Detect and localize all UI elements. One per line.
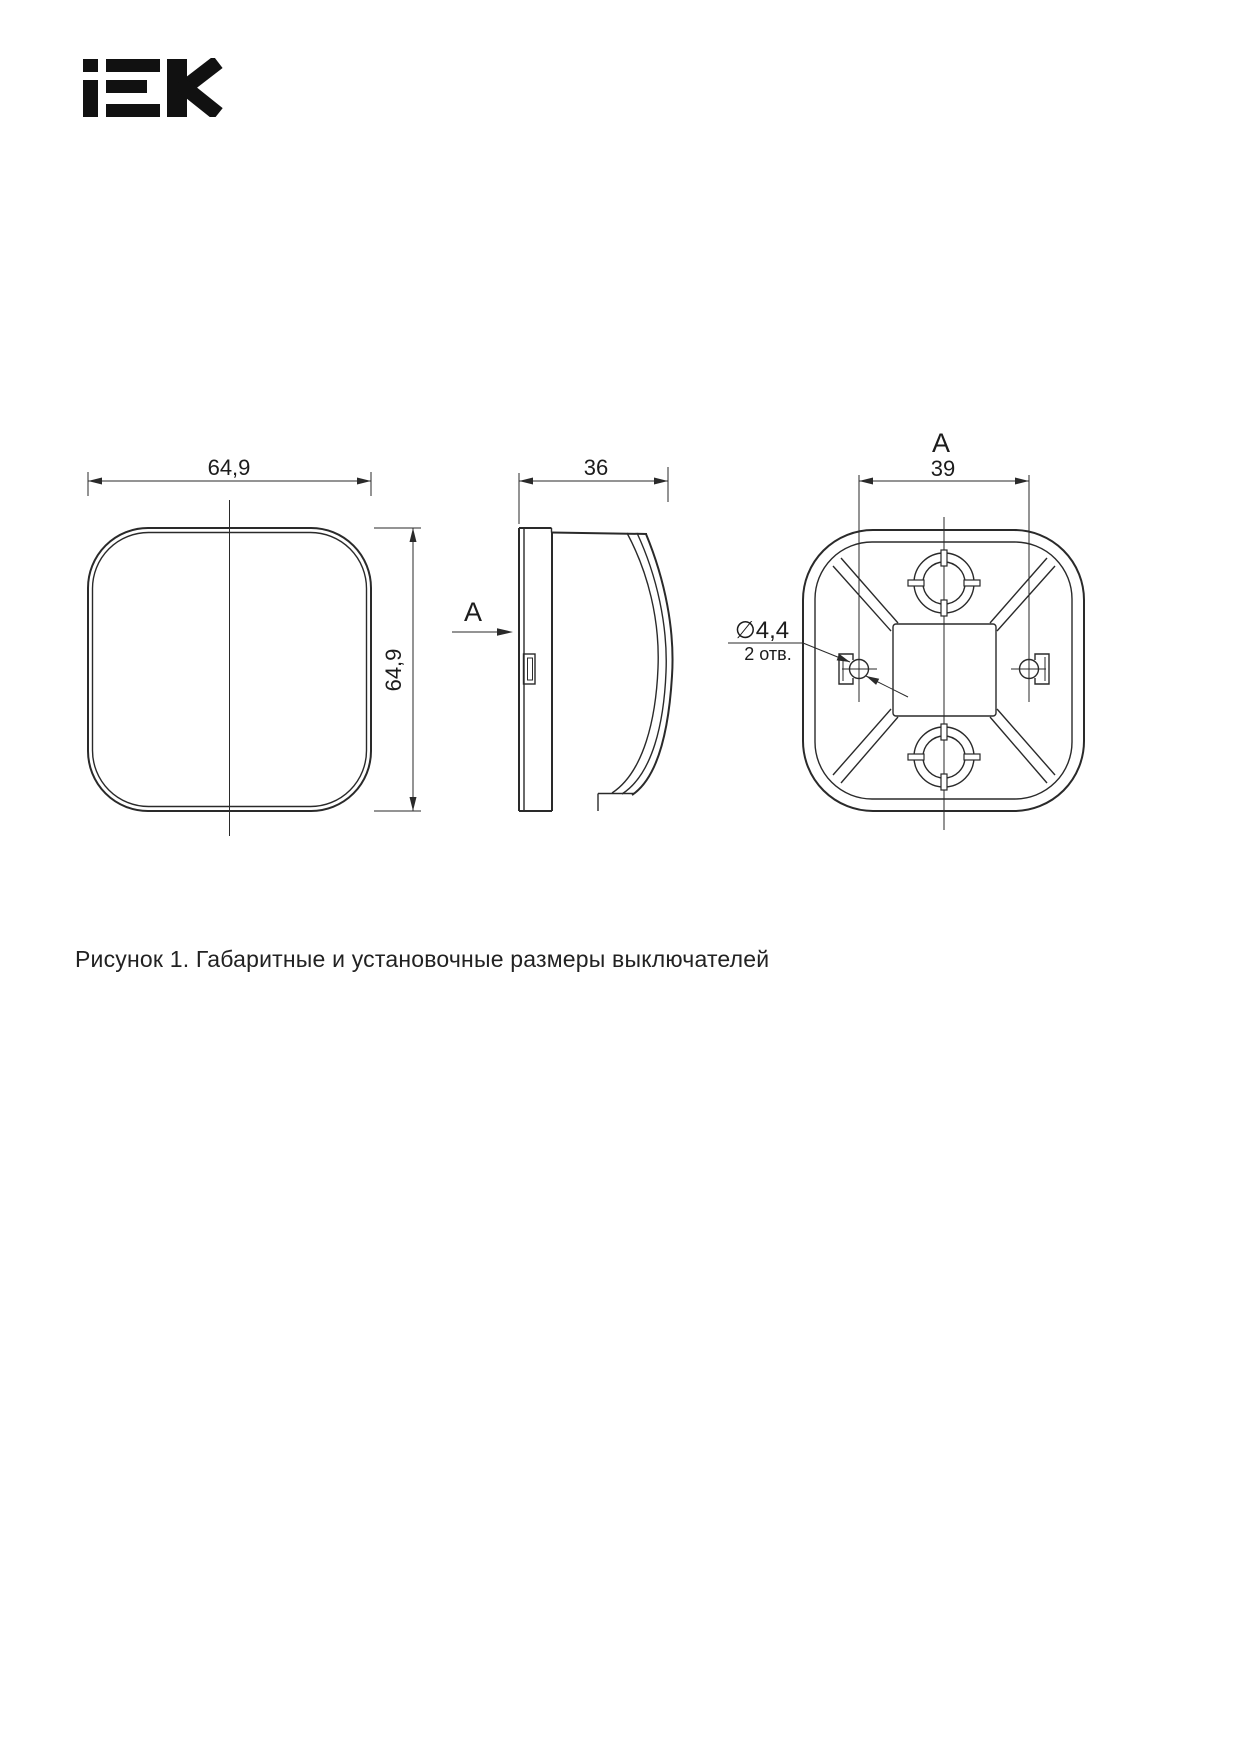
iek-logo <box>82 58 227 117</box>
view-direction-arrow <box>452 597 513 636</box>
rear-view-label: A <box>931 428 951 458</box>
rear-view <box>728 428 1084 830</box>
front-view <box>88 455 421 836</box>
logo-letter-i <box>83 59 98 117</box>
hole-diameter-value: ∅4,4 <box>734 617 790 644</box>
side-depth-dimension <box>519 455 668 524</box>
figure-caption: Рисунок 1. Габаритные и установочные размеры выключателей <box>75 946 770 972</box>
front-height-dimension <box>374 528 421 811</box>
rear-hole-spacing-value: 39 <box>930 456 956 481</box>
hole-diameter-callout <box>728 617 908 697</box>
side-fixing-lug <box>524 654 536 684</box>
side-frame <box>552 533 673 812</box>
side-view <box>452 455 673 811</box>
side-depth-value: 36 <box>583 455 609 480</box>
logo-letter-e <box>106 59 160 117</box>
technical-drawing <box>0 380 1235 900</box>
view-direction-label: A <box>463 597 483 627</box>
rear-mounting-hole-right <box>1011 654 1049 684</box>
front-width-value: 64,9 <box>207 455 251 480</box>
hole-count-value: 2 отв. <box>744 644 792 664</box>
front-width-dimension <box>88 455 371 496</box>
logo-letter-k <box>167 59 218 117</box>
front-height-value: 64,9 <box>381 648 406 692</box>
